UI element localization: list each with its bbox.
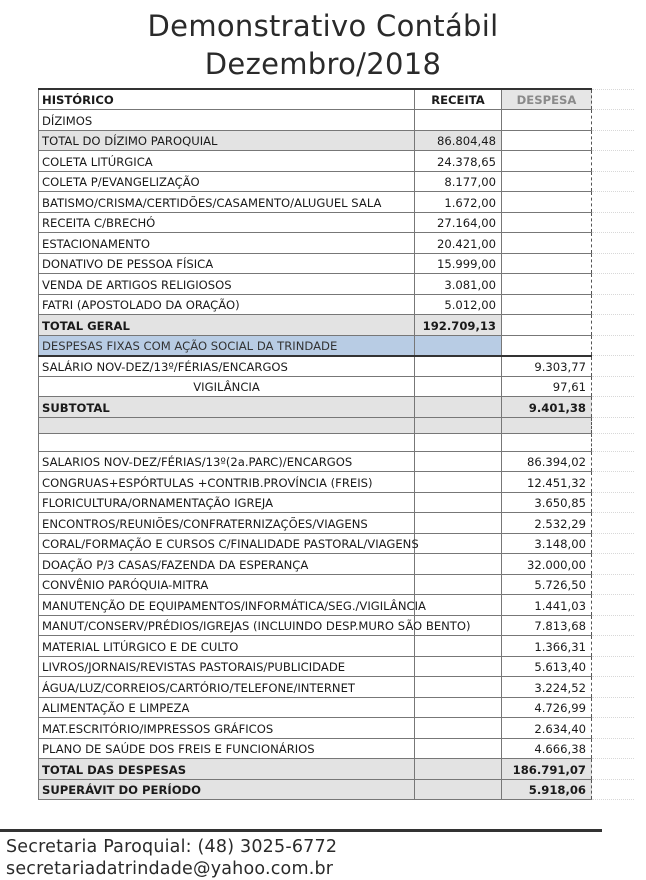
receita-row xyxy=(39,171,634,192)
subtotal-value: 9.401,38 xyxy=(502,397,592,418)
despesa-row xyxy=(39,472,634,493)
row-description: VENDA DE ARTIGOS RELIGIOSOS xyxy=(39,274,415,295)
document-title: Demonstrativo Contábil xyxy=(147,9,499,43)
row-description: CORAL/FORMAÇÃO E CURSOS C/FINALIDADE PASTORAL/VIAGENS xyxy=(39,533,415,554)
despesa-value: 4.666,38 xyxy=(502,738,592,759)
empty-cell xyxy=(415,376,502,397)
blank-cell xyxy=(592,492,634,513)
empty-cell xyxy=(415,718,502,739)
row-description: COLETA LITÚRGICA xyxy=(39,151,415,172)
empty-cell xyxy=(502,130,592,151)
receita-value: 86.804,48 xyxy=(415,130,502,151)
subtotal-row xyxy=(39,397,634,418)
blank-cell xyxy=(592,738,634,759)
header-historico: HISTÓRICO xyxy=(39,89,415,110)
empty-cell xyxy=(39,417,415,433)
blank-cell xyxy=(592,472,634,493)
blank-cell xyxy=(592,759,634,780)
row-description: CONGRUAS+ESPÓRTULAS +CONTRIB.PROVÍNCIA (FREIS) xyxy=(39,472,415,493)
empty-cell xyxy=(415,451,502,472)
contact-email: secretariadatrindade@yahoo.com.br xyxy=(6,859,334,879)
receita-row xyxy=(39,294,634,315)
blank-cell xyxy=(592,397,634,418)
despesa-value: 9.303,77 xyxy=(502,356,592,377)
blank-cell xyxy=(592,636,634,657)
empty-cell xyxy=(502,233,592,254)
receita-value: 24.378,65 xyxy=(415,151,502,172)
receita-row xyxy=(39,151,634,172)
empty-cell xyxy=(502,151,592,172)
empty-cell xyxy=(502,171,592,192)
subtotal-label: SUBTOTAL xyxy=(39,397,415,418)
row-description: CONVÊNIO PARÓQUIA-MITRA xyxy=(39,574,415,595)
ledger-table xyxy=(38,88,634,800)
despesa-row xyxy=(39,697,634,718)
despesa-fixa-row xyxy=(39,376,634,397)
footer-divider xyxy=(0,829,602,832)
blank-cell xyxy=(592,233,634,254)
empty-cell xyxy=(415,397,502,418)
despesa-row xyxy=(39,554,634,575)
empty-cell xyxy=(415,677,502,698)
empty-cell xyxy=(415,533,502,554)
empty-cell xyxy=(415,636,502,657)
empty-cell xyxy=(415,417,502,433)
receita-row xyxy=(39,212,634,233)
despesa-value: 3.148,00 xyxy=(502,533,592,554)
total-geral-value: 192.709,13 xyxy=(415,315,502,336)
despesa-value: 12.451,32 xyxy=(502,472,592,493)
despesa-row xyxy=(39,677,634,698)
empty-cell xyxy=(415,472,502,493)
blank-cell xyxy=(592,513,634,534)
blank-cell xyxy=(592,376,634,397)
total-despesas-label: TOTAL DAS DESPESAS xyxy=(39,759,415,780)
row-description: MANUTENÇÃO DE EQUIPAMENTOS/INFORMÁTICA/SEG./VIGILÂNCIA xyxy=(39,595,415,616)
section-row-despesas-fixas xyxy=(39,335,634,356)
row-description: ESTACIONAMENTO xyxy=(39,233,415,254)
row-description: DONATIVO DE PESSOA FÍSICA xyxy=(39,253,415,274)
empty-cell xyxy=(415,492,502,513)
blank-cell xyxy=(592,718,634,739)
despesa-value: 2.634,40 xyxy=(502,718,592,739)
receita-row xyxy=(39,130,634,151)
despesa-value: 4.726,99 xyxy=(502,697,592,718)
despesa-row xyxy=(39,451,634,472)
despesa-row xyxy=(39,656,634,677)
empty-cell xyxy=(415,738,502,759)
empty-cell xyxy=(415,433,502,451)
receita-value: 27.164,00 xyxy=(415,212,502,233)
header-despesa: DESPESA xyxy=(502,89,592,110)
empty-cell xyxy=(415,759,502,780)
despesa-row xyxy=(39,738,634,759)
blank-cell xyxy=(592,451,634,472)
despesa-row xyxy=(39,513,634,534)
table-header-row xyxy=(39,89,634,110)
blank-cell xyxy=(592,574,634,595)
row-description: ALIMENTAÇÃO E LIMPEZA xyxy=(39,697,415,718)
empty-cell xyxy=(502,274,592,295)
blank-cell xyxy=(592,171,634,192)
blank-cell xyxy=(592,294,634,315)
blank-cell xyxy=(592,356,634,377)
despesa-value: 2.532,29 xyxy=(502,513,592,534)
receita-value: 3.081,00 xyxy=(415,274,502,295)
empty-cell xyxy=(415,595,502,616)
blank-cell xyxy=(592,433,634,451)
empty-cell xyxy=(502,253,592,274)
blank-cell xyxy=(592,779,634,800)
despesa-value: 3.650,85 xyxy=(502,492,592,513)
row-description: DOAÇÃO P/3 CASAS/FAZENDA DA ESPERANÇA xyxy=(39,554,415,575)
receita-value: 5.012,00 xyxy=(415,294,502,315)
row-description: RECEITA C/BRECHÓ xyxy=(39,212,415,233)
empty-cell xyxy=(415,335,502,356)
despesa-value: 3.224,52 xyxy=(502,677,592,698)
superavit-value: 5.918,06 xyxy=(502,779,592,800)
empty-cell xyxy=(502,294,592,315)
receita-value: 8.177,00 xyxy=(415,171,502,192)
empty-cell xyxy=(502,192,592,213)
blank-cell xyxy=(592,110,634,131)
row-description: MANUT/CONSERV/PRÉDIOS/IGREJAS (INCLUINDO DESP.MURO SÃO BENTO) xyxy=(39,615,415,636)
empty-cell xyxy=(502,212,592,233)
blank-cell xyxy=(592,274,634,295)
row-description: SALARIOS NOV-DEZ/FÉRIAS/13º(2a.PARC)/ENCARGOS xyxy=(39,451,415,472)
blank-cell xyxy=(592,615,634,636)
empty-cell xyxy=(415,779,502,800)
row-description: FATRI (APOSTOLADO DA ORAÇÃO) xyxy=(39,294,415,315)
despesa-value: 1.366,31 xyxy=(502,636,592,657)
despesa-value: 97,61 xyxy=(502,376,592,397)
empty-cell xyxy=(415,554,502,575)
empty-cell xyxy=(415,110,502,131)
receita-row xyxy=(39,253,634,274)
blank-cell xyxy=(592,533,634,554)
row-description: VIGILÂNCIA xyxy=(39,376,415,397)
row-description: COLETA P/EVANGELIZAÇÃO xyxy=(39,171,415,192)
blank-cell xyxy=(592,417,634,433)
receita-row xyxy=(39,233,634,254)
empty-cell xyxy=(39,433,415,451)
spacer-row xyxy=(39,433,634,451)
despesa-row xyxy=(39,492,634,513)
row-description: PLANO DE SAÚDE DOS FREIS E FUNCIONÁRIOS xyxy=(39,738,415,759)
blank-cell xyxy=(592,595,634,616)
receita-value: 20.421,00 xyxy=(415,233,502,254)
empty-cell xyxy=(502,110,592,131)
blank-cell xyxy=(592,253,634,274)
despesa-value: 1.441,03 xyxy=(502,595,592,616)
document-period: Dezembro/2018 xyxy=(204,47,442,81)
header-receita: RECEITA xyxy=(415,89,502,110)
row-description: ENCONTROS/REUNIÕES/CONFRATERNIZAÇÕES/VIAGENS xyxy=(39,513,415,534)
row-description: MATERIAL LITÚRGICO E DE CULTO xyxy=(39,636,415,657)
receita-row xyxy=(39,192,634,213)
row-description: FLORICULTURA/ORNAMENTAÇÃO IGREJA xyxy=(39,492,415,513)
spacer-row xyxy=(39,417,634,433)
blank-cell xyxy=(592,656,634,677)
blank-cell xyxy=(592,335,634,356)
blank-cell xyxy=(592,130,634,151)
empty-cell xyxy=(502,433,592,451)
blank-cell xyxy=(592,151,634,172)
row-description: ÁGUA/LUZ/CORREIOS/CARTÓRIO/TELEFONE/INTERNET xyxy=(39,677,415,698)
blank-cell xyxy=(592,192,634,213)
superavit-row xyxy=(39,779,634,800)
row-description: LIVROS/JORNAIS/REVISTAS PASTORAIS/PUBLICIDADE xyxy=(39,656,415,677)
receita-row xyxy=(39,274,634,295)
despesa-value: 86.394,02 xyxy=(502,451,592,472)
despesa-row xyxy=(39,533,634,554)
blank-cell xyxy=(592,677,634,698)
empty-cell xyxy=(415,513,502,534)
contact-phone: Secretaria Paroquial: (48) 3025-6772 xyxy=(6,837,338,857)
blank-cell xyxy=(592,554,634,575)
section-row-dizimos xyxy=(39,110,634,131)
empty-cell xyxy=(415,697,502,718)
row-description: MAT.ESCRITÓRIO/IMPRESSOS GRÁFICOS xyxy=(39,718,415,739)
empty-cell xyxy=(502,315,592,336)
blank-cell xyxy=(592,315,634,336)
despesa-value: 5.726,50 xyxy=(502,574,592,595)
despesa-row xyxy=(39,595,634,616)
total-despesas-row xyxy=(39,759,634,780)
empty-cell xyxy=(415,656,502,677)
empty-cell xyxy=(502,417,592,433)
despesa-value: 7.813,68 xyxy=(502,615,592,636)
total-geral-row xyxy=(39,315,634,336)
despesa-value: 32.000,00 xyxy=(502,554,592,575)
despesa-row xyxy=(39,636,634,657)
total-geral-label: TOTAL GERAL xyxy=(39,315,415,336)
despesa-value: 5.613,40 xyxy=(502,656,592,677)
empty-cell xyxy=(415,356,502,377)
section-label: DÍZIMOS xyxy=(39,110,415,131)
receita-value: 1.672,00 xyxy=(415,192,502,213)
superavit-label: SUPERÁVIT DO PERÍODO xyxy=(39,779,415,800)
empty-cell xyxy=(415,574,502,595)
total-despesas-value: 186.791,07 xyxy=(502,759,592,780)
blank-cell xyxy=(592,697,634,718)
despesa-fixa-row xyxy=(39,356,634,377)
despesa-row xyxy=(39,615,634,636)
despesa-row xyxy=(39,574,634,595)
row-description: TOTAL DO DÍZIMO PAROQUIAL xyxy=(39,130,415,151)
blank-cell xyxy=(592,212,634,233)
row-description: BATISMO/CRISMA/CERTIDÕES/CASAMENTO/ALUGUEL SALA xyxy=(39,192,415,213)
receita-value: 15.999,00 xyxy=(415,253,502,274)
despesa-row xyxy=(39,718,634,739)
section-label: DESPESAS FIXAS COM AÇÃO SOCIAL DA TRINDADE xyxy=(39,335,415,356)
empty-cell xyxy=(502,335,592,356)
blank-cell xyxy=(592,89,634,110)
row-description: SALÁRIO NOV-DEZ/13º/FÉRIAS/ENCARGOS xyxy=(39,356,415,377)
